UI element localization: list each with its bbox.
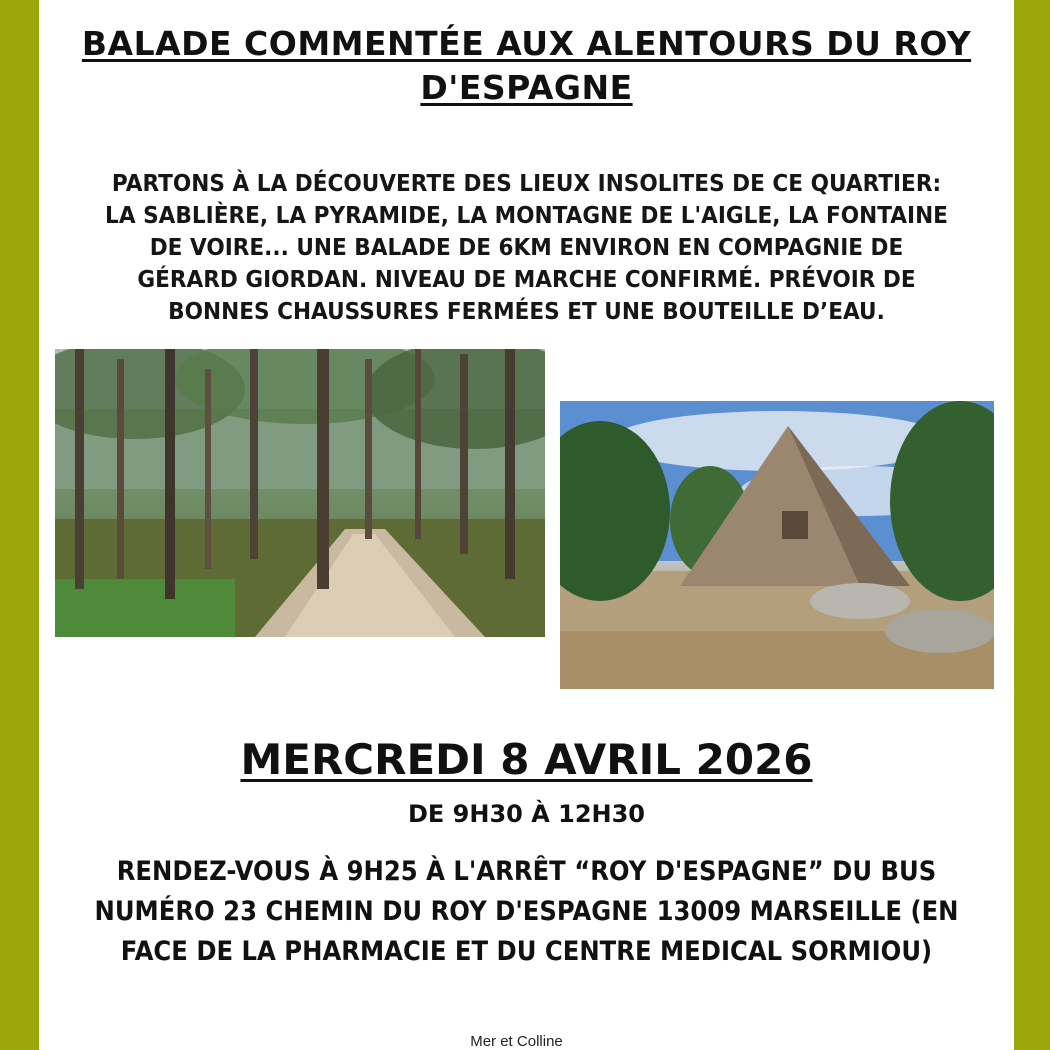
event-description: PARTONS À LA DÉCOUVERTE DES LIEUX INSOLITES DE CE QUARTIER: LA SABLIÈRE, LA PYRAMIDE, LA MONTAGNE DE L'AIGLE, LA FONTAINE DE VOIRE... UNE BALADE DE 6KM ENVIRON EN COMPAGNIE DE GÉRARD GIORDAN. NIVEAU DE MARCHE CONFIRMÉ. PRÉVOIR DE BONNES CHAUSSURES FERMÉES ET UNE BOUTEILLE D’EAU. (105, 171, 948, 325)
poster (39, 0, 1014, 1050)
organizer-name: Mer et Colline (470, 1033, 563, 1050)
event-time: DE 9H30 À 12H30 (407, 800, 646, 828)
pyramid-photo (560, 401, 994, 689)
forest-path-photo (55, 349, 545, 637)
forest-path-illustration (55, 349, 545, 637)
pyramid-illustration (560, 401, 994, 689)
event-date: MERCREDI 8 AVRIL 2026 (240, 735, 813, 784)
poster-title: BALADE COMMENTÉE AUX ALENTOURS DU ROY D'ESPAGNE (81, 24, 972, 107)
meeting-point: RENDEZ-VOUS À 9H25 À L'ARRÊT “ROY D'ESPAGNE” DU BUS NUMÉRO 23 CHEMIN DU ROY D'ESPAGNE 13009 MARSEILLE (EN FACE DE LA PHARMACIE ET DU CENTRE MEDICAL SORMIOU) (94, 856, 959, 967)
